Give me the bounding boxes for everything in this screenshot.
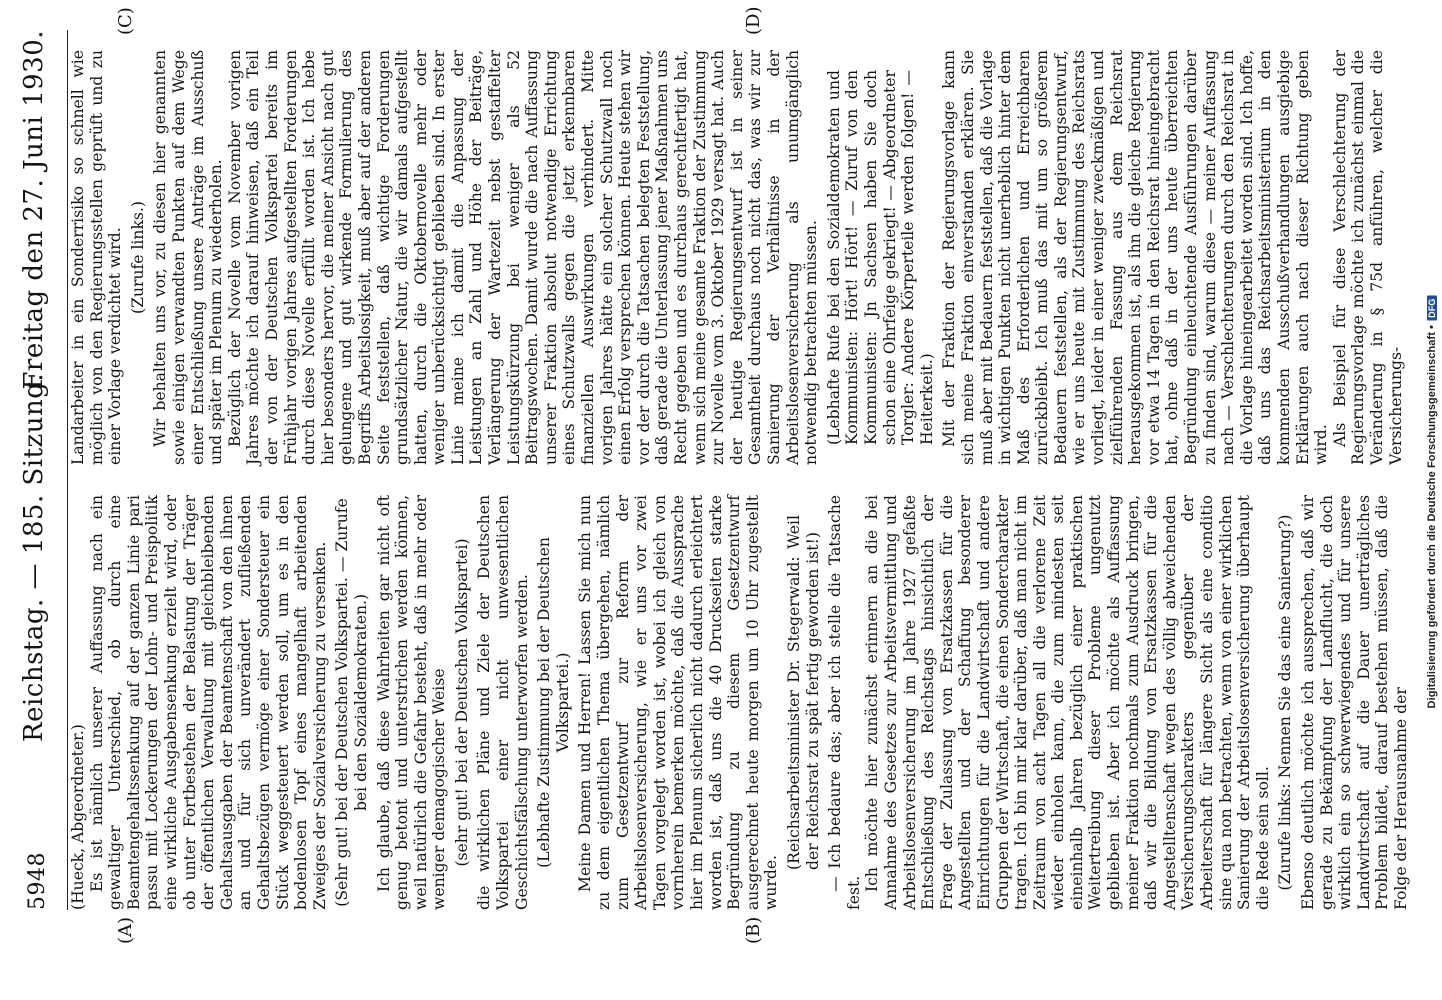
interjection: (Zurufe links: Nennen Sie das eine Sanierung?) — [1276, 514, 1295, 891]
paragraph: Meine Damen und Herren! Lassen Sie mich nun zu dem eigentlichen Thema übergehen, nämlich zum Gesetzentwurf zur Reform der Arbeitslosenversicherung, wie er uns vor zwei Tagen vorgelegt worden ist, wobei ich gleich von vornherein bemerken möchte, daß die Aussprache hier im Plenum sicherlich nicht dadurch erleichtert worden ist, daß uns die 40 Druckseiten starke Begründung zu diesem Gesetzentwurf ausgerechnet heute morgen um 10 Uhr zugestellt wurde. — [576, 495, 781, 910]
paragraph: (Hueck, Abgeordneter.) — [69, 724, 87, 910]
paragraph: Landarbeiter in ein Sonderrisiko so schnell wie möglich von den Regierungsstellen geprüft und zu einer Vorlage verdichtet wird. — [69, 50, 125, 465]
margin-mark-c: (C) — [115, 7, 136, 35]
session-date: Freitag den 27. Juni 1930. — [19, 30, 49, 390]
paragraph: Wir behalten uns vor, zu diesen hier genannten sowie einigen verwandten Punkten auf dem Wege einer Entschließung unsere Anträge im Ausschuß und später im Plenum zu wiederholen. — [151, 50, 226, 465]
running-title: Reichstag. — 185. Sitzung. — [19, 372, 49, 742]
paragraph: Bezüglich der Novelle vom November vorigen Jahres möchte ich darauf hinweisen, daß ein Teil der von der Deutschen Volkspartei bereits im Frühjahr vorigen Jahres aufgestellten Forderungen durch diese Novelle erfüllt worden ist. Ich hebe hier besonders hervor, die meiner Ansicht nach gut gelungene und gut wirkende Formulierung des Begriffs Arbeitslosigkeit, muß aber auf der anderen Seite feststellen, daß wichtige Forderungen grundsätzlicher Natur, die wir damals aufgestellt hatten, durch die Oktobernovelle mehr oder weniger unberücksichtigt geblieben sind. In erster Linie meine ich damit die Anpassung der Leistungen an Zahl und Höhe der Beiträge, Verlängerung der Wartezeit nebst gestaffelter Leistungskürzung bei weniger als 52 Beitragswochen. Damit wurde die nach Auffassung unserer Fraktion absolut notwendige Errichtung eines Schutzwalls gegen die jetzt erkennbaren finanziellen Auswirkungen verhindert. Mitte vorigen Jahres hätte ein solcher Schutzwall noch einen Erfolg versprechen können. Heute stehen wir vor der durch die Tatsachen belegten Feststellung, daß gerade die Unterlassung jener Maßnahmen uns Recht gegeben und es durchaus gerechtfertigt hat, wenn sich meine gesamte Fraktion der Zustimmung zur Novelle vom 3. Oktober 1929 versagt hat. Auch der heutige Regierungsentwurf ist in seiner Gesamtheit durchaus noch nicht das, was wir zur Sanierung der Verhältnisse in der Arbeitslosenversicherung als unumgänglich notwendig betrachten müssen. — [225, 50, 821, 465]
interjection: (Lebhafte Rufe bei den Sozialdemokraten und Kommunisten: Hört! Hört! — Zuruf von den Kommunisten: Jn Sachsen haben Sie doch schon eine Ohrfeige gekriegt! — Abgeordneter Torgler: Andere Körperteile werden folgen! — Heiterkeit.) — [824, 70, 936, 445]
interjection: (Zurufe links.) — [128, 201, 147, 314]
paragraph: Ich glaube, daß diese Wahrheiten gar nicht oft genug betont und unterstrichen werden können, weil natürlich die Gefahr besteht, daß in mehr oder weniger demagogischer Weise — [374, 495, 449, 910]
margin-mark-b: (B) — [743, 916, 764, 944]
paragraph: Als Beispiel für diese Verschlechterung der Regierungsvorlage möchte ich zunächst einmal die Veränderung in § 75d anführen, welcher die Versicherungs- — [1330, 50, 1405, 465]
dfg-logo: DFG — [1427, 296, 1437, 321]
paragraph: Ebenso deutlich möchte ich aussprechen, daß wir gerade zu Bekämpfung der Landflucht, die doch wirklich ein so schwerwiegendes und für unsere Landwirtschaft auf die Dauer unerträgliches Problem bildet, darauf bestehen müssen, daß die Folge der Herausnahme der — [1299, 495, 1410, 910]
credit-text: Digitalisierung gefördert durch die Deutsche Forschungsgemeinschaft • — [1426, 324, 1438, 709]
interjection: (Sehr gut! bei der Deutschen Volkspartei. — Zurufe bei den Sozialdemokraten.) — [333, 498, 370, 907]
page-number: 5948 — [25, 852, 50, 910]
digitization-credit — [1422, 8, 1442, 996]
paragraph: die wirklichen Pläne und Ziele der Deutschen Volkspartei einer nicht unwesentlichen Geschichtsfälschung unterworfen werden. — [475, 495, 531, 910]
paragraph: Mit der Fraktion der Regierungsvorlage kann sich meine Fraktion einverstanden erklären. Sie muß aber mit Bedauern feststellen, daß die Vorlage in wichtigen Punkten nicht unerheblich hinter dem Maß des Erforderlichen und Erreichbaren zurückbleibt. Ich muß das mit um so größerem Bedauern feststellen, als der Regierungsentwurf, wie er uns heute mit Zustimmung des Reichsrats vorliegt, leider in einer weniger zweckmäßigen und zielführenden Fassung aus dem Reichsrat herausgekommen ist, als ihn die gleiche Regierung vor etwa 14 Tagen in den Reichsrat hineingebracht hat, ohne daß in der uns heute überreichten Begründung einleuchtende Ausführungen darüber zu finden sind, warum diese — meiner Auffassung nach — Verschlechterungen durch den Reichsrat in die Vorlage hineingearbeitet worden sind. Ich hoffe, daß uns das Reichsarbeitsministerium in den kommenden Ausschußverhandlungen ausgiebige Erklärungen auch nach dieser Richtung geben wird. — [940, 50, 1331, 465]
margin-mark-a: (A) — [115, 916, 136, 944]
paragraph: Es ist nämlich unserer Auffassung nach ein gewaltiger Unterschied, ob durch eine Beamtengehaltssenkung auf der ganzen Linie pari passu mit Lockerungen der Lohn- und Preispolitik eine wirkliche Ausgabensenkung erzielt wird, oder ob unter Fortbestehen der Belastung der Träger der öffentlichen Verwaltung mit gleichbleibenden Gehaltsausgaben der Beamtenschaft von den ihnen an und für sich unverändert zufließenden Gehaltsbezügen vermöge einer Sondersteuer ein Stück weggesteuert werden soll, um es in den bodenlosen Topf eines mangelhaft arbeitenden Zweiges der Sozialversicherung zu versenken. — [87, 495, 329, 910]
left-text-column — [69, 495, 1410, 910]
paragraph: — Ich bedaure das; aber ich stelle die Tatsache fest. — [826, 495, 863, 910]
header-rule — [67, 30, 68, 910]
interjection: (sehr gut! bei der Deutschen Volkspartei) — [452, 538, 471, 867]
paragraph: Ich möchte hier zunächst erinnern an die bei Annahme des Gesetzes zur Arbeitsvermittlung und Arbeitslosenversicherung im Jahre 1927 gefaßte Entschließung des Reichstags hinsichtlich der Frage der Zulassung von Ersatzkassen für die Angestellten und der Schaffung besonderer Einrichtungen für die Landwirtschaft und andere Gruppen der Wirtschaft, die einen Sondercharakter tragen. Ich bin mir klar darüber, daß man nicht im Zeitraum von acht Tagen all die verlorene Zeit wieder einholen kann, die zum mindesten seit eineinhalb Jahren bezüglich einer praktischen Weitertreibung dieser Probleme ungenutzt geblieben ist. Aber ich möchte als Auffassung meiner Fraktion nochmals zum Ausdruck bringen, daß wir die Bildung von Ersatzkassen für die Angestelltenschaft wegen des völlig abweichenden Versicherungscharakters gegenüber der Arbeiterschaft für längere Sicht als eine conditio sine qua non betrachten, wenn von einer wirklichen Sanierung der Arbeitslosenversicherung überhaupt die Rede sein soll. — [863, 495, 1272, 910]
rotated-document-page — [0, 6, 1410, 970]
margin-mark-d: (D) — [743, 6, 764, 35]
interjection: (Reichsarbeitsminister Dr. Stegerwald: Weil der Reichsrat zu spät fertig geworden ist!) — [784, 515, 822, 870]
interjection: (Lebhafte Zustimmung bei der Deutschen Volkspartei.) — [535, 537, 572, 868]
running-header — [19, 30, 59, 910]
right-text-column — [69, 50, 1405, 465]
